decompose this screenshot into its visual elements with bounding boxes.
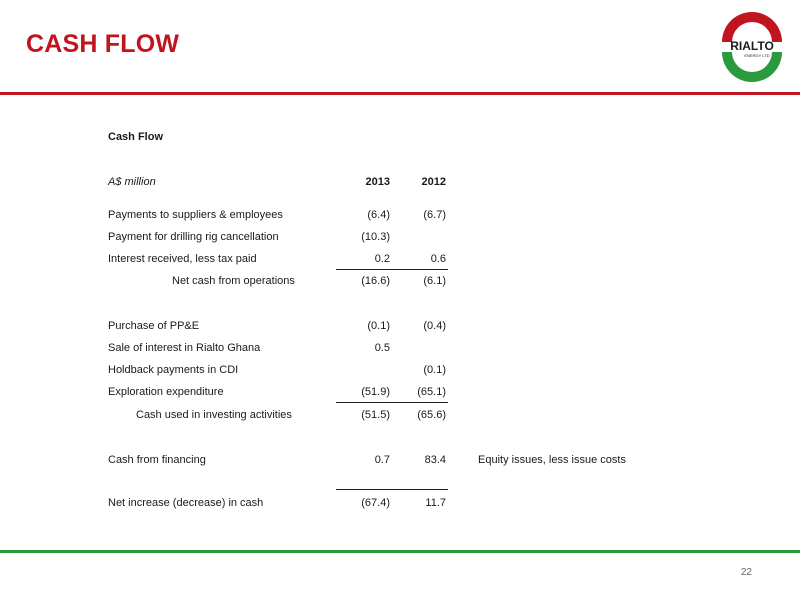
- header-unit-label: A$ million: [108, 176, 156, 188]
- top-divider: [0, 92, 800, 95]
- table-row: [0, 231, 800, 247]
- value-2013: (51.5): [361, 409, 390, 421]
- table-row-subtotal: [0, 409, 800, 425]
- row-label: Interest received, less tax paid: [108, 253, 257, 265]
- value-2013: 0.7: [374, 454, 390, 466]
- value-2013: (10.3): [361, 231, 390, 243]
- table-row: [0, 364, 800, 380]
- total-rule: [336, 489, 448, 490]
- header-2013: 2013: [365, 176, 390, 188]
- value-2013: 0.5: [374, 342, 390, 354]
- row-label: Holdback payments in CDI: [108, 364, 239, 376]
- table-row-total: [0, 497, 800, 513]
- table-row: [0, 386, 800, 402]
- row-label: Sale of interest in Rialto Ghana: [108, 342, 261, 354]
- value-2013: (67.4): [361, 497, 390, 509]
- value-2012: (0.4): [423, 320, 446, 332]
- value-2012: (65.6): [417, 409, 446, 421]
- slide-title: CASH FLOW: [26, 30, 180, 58]
- table-row: [0, 454, 800, 470]
- value-2012: 83.4: [424, 454, 446, 466]
- page-number: 22: [740, 567, 752, 578]
- value-2012: (0.1): [423, 364, 446, 376]
- value-2013: (51.9): [361, 386, 390, 398]
- row-label: Net cash from operations: [172, 275, 295, 287]
- row-label: Exploration expenditure: [108, 386, 224, 398]
- value-2013: (6.4): [367, 209, 390, 221]
- row-label: Purchase of PP&E: [108, 320, 200, 332]
- bottom-divider: [0, 550, 800, 553]
- row-label: Payments to suppliers & employees: [108, 209, 283, 221]
- value-2012: 0.6: [430, 253, 446, 265]
- logo-wordmark: RIALTO: [730, 39, 774, 53]
- table-row: [0, 320, 800, 336]
- table-row: [0, 253, 800, 269]
- subtotal-rule: [336, 402, 448, 403]
- table-title: Cash Flow: [108, 131, 164, 143]
- table-row: [0, 342, 800, 358]
- value-2012: (65.1): [417, 386, 446, 398]
- value-2012: (6.1): [423, 275, 446, 287]
- subtotal-rule: [336, 269, 448, 270]
- table-row: [0, 209, 800, 225]
- row-label: Net increase (decrease) in cash: [108, 497, 264, 509]
- row-label: Payment for drilling rig cancellation: [108, 231, 279, 243]
- header-2012: 2012: [421, 176, 446, 188]
- row-label: Cash from financing: [108, 454, 206, 466]
- value-2013: (16.6): [361, 275, 390, 287]
- value-2012: (6.7): [423, 209, 446, 221]
- logo-subtext: ENERGY LTD: [744, 53, 770, 58]
- rialto-logo: [716, 10, 788, 82]
- value-2012: 11.7: [425, 497, 446, 509]
- table-row-subtotal: [0, 275, 800, 291]
- row-label: Cash used in investing activities: [136, 409, 292, 421]
- row-note: Equity issues, less issue costs: [478, 454, 626, 466]
- value-2013: 0.2: [374, 253, 390, 265]
- value-2013: (0.1): [367, 320, 390, 332]
